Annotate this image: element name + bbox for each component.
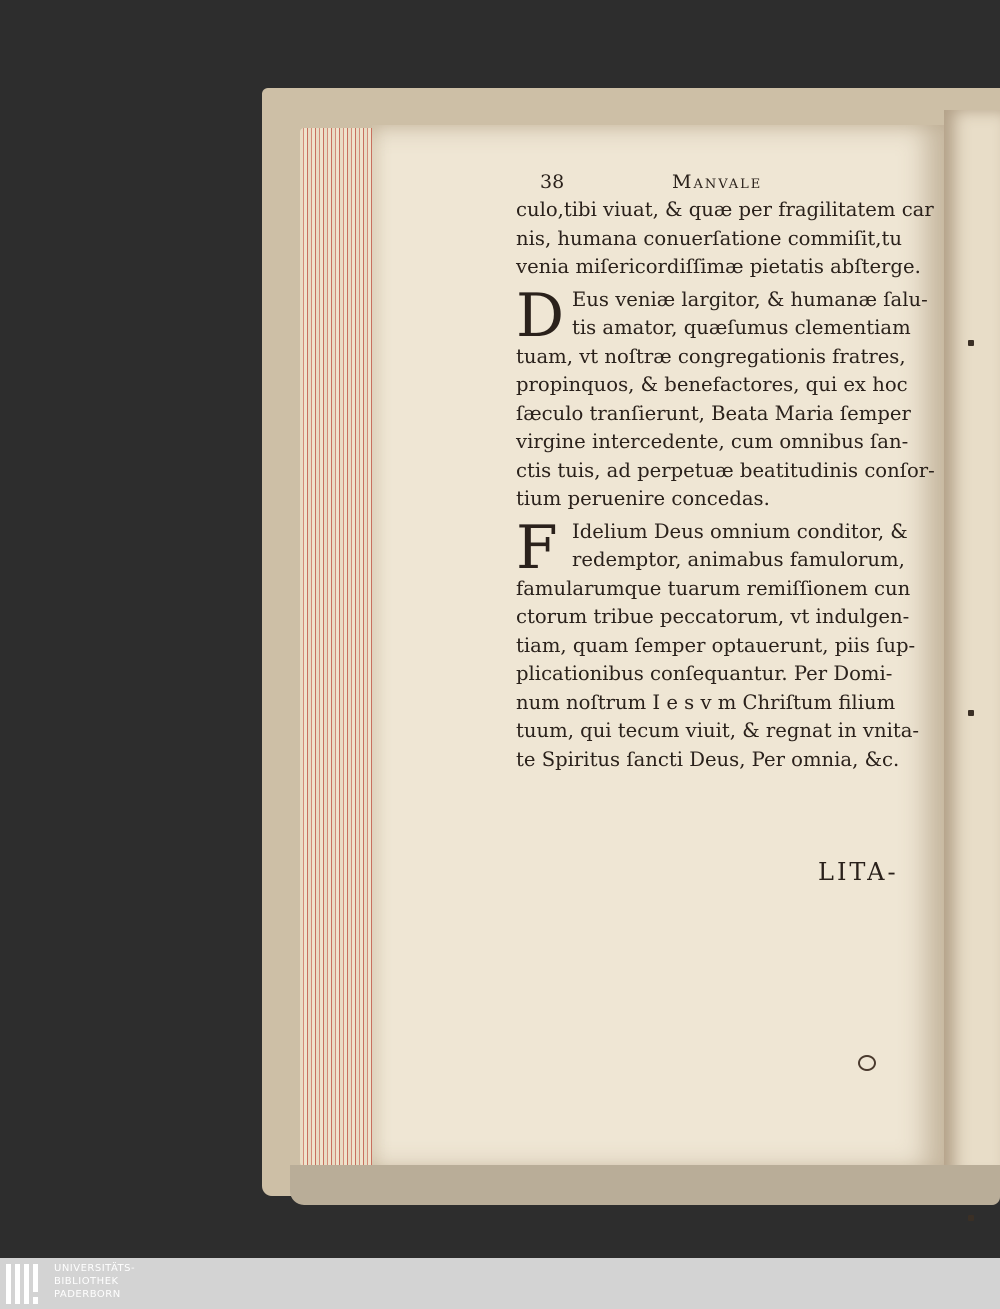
text-line: num noſtrum I e s v m Chriſtum filium [516, 690, 896, 714]
library-name-line: BIBLIOTHEK [54, 1276, 119, 1287]
prayer-paragraph-1 [516, 280, 935, 514]
text-line: Eus veniæ largitor, & humanæ ſalu- [572, 287, 928, 311]
page-header [516, 166, 932, 196]
running-head: Manvale [672, 171, 763, 193]
text-line: culo,tibi viuat, & quæ per fragilitatem car [516, 198, 934, 221]
text-line: ſæculo tranſierunt, Beata Maria ſemper [516, 401, 911, 425]
text-line: famularumque tuarum remiſſionem cun [516, 576, 911, 600]
text-line: tiam, quam ſemper optauerunt, piis ſup- [516, 633, 916, 657]
text-line: nis, humana conuerſatione commiſit,tu [516, 226, 903, 250]
text-line: tuum, qui tecum viuit, & regnat in vnita- [516, 719, 920, 742]
page-edges [300, 128, 380, 1168]
continuation-text [516, 196, 932, 282]
text-line: ctis tuis, ad perpetuæ beatitudinis conſor- [516, 458, 935, 482]
library-name [54, 1262, 135, 1301]
library-logo-icon [6, 1264, 46, 1304]
page-text [516, 166, 935, 774]
drop-cap: F [516, 512, 558, 583]
text-line: redemptor, animabus famulorum, [572, 548, 905, 571]
catchword: LITA- [818, 858, 899, 886]
text-line: venia miſericordiſſimæ pietatis abſterge. [516, 255, 921, 278]
text-line: Idelium Deus omnium conditor, & [572, 519, 908, 543]
text-line: tis amator, quæſumus clementiam [572, 316, 911, 339]
facing-page-edge [944, 110, 1000, 1180]
text-line: tium peruenire concedas. [516, 487, 770, 510]
book-bottom-edge [290, 1165, 1000, 1205]
text-line: tuam, vt noſtræ congregationis fratres, [516, 344, 906, 368]
ink-smudge [858, 1055, 876, 1071]
text-line: te Spiritus ſancti Deus, Per omnia, &c. [516, 747, 900, 771]
text-line: propinquos, & benefactores, qui ex hoc [516, 373, 908, 396]
library-name-line: UNIVERSITÄTS- [54, 1263, 136, 1274]
library-footer [0, 1258, 1000, 1309]
text-line: virgine intercedente, cum omnibus ſan- [516, 430, 909, 453]
prayer-paragraph-2 [516, 512, 932, 775]
drop-cap: D [516, 280, 565, 351]
library-name-line: PADERBORN [54, 1289, 121, 1300]
page-number: 38 [540, 171, 565, 193]
text-line: plicationibus conſequantur. Per Domi- [516, 662, 893, 685]
text-line: ctorum tribue peccatorum, vt indulgen- [516, 605, 910, 628]
